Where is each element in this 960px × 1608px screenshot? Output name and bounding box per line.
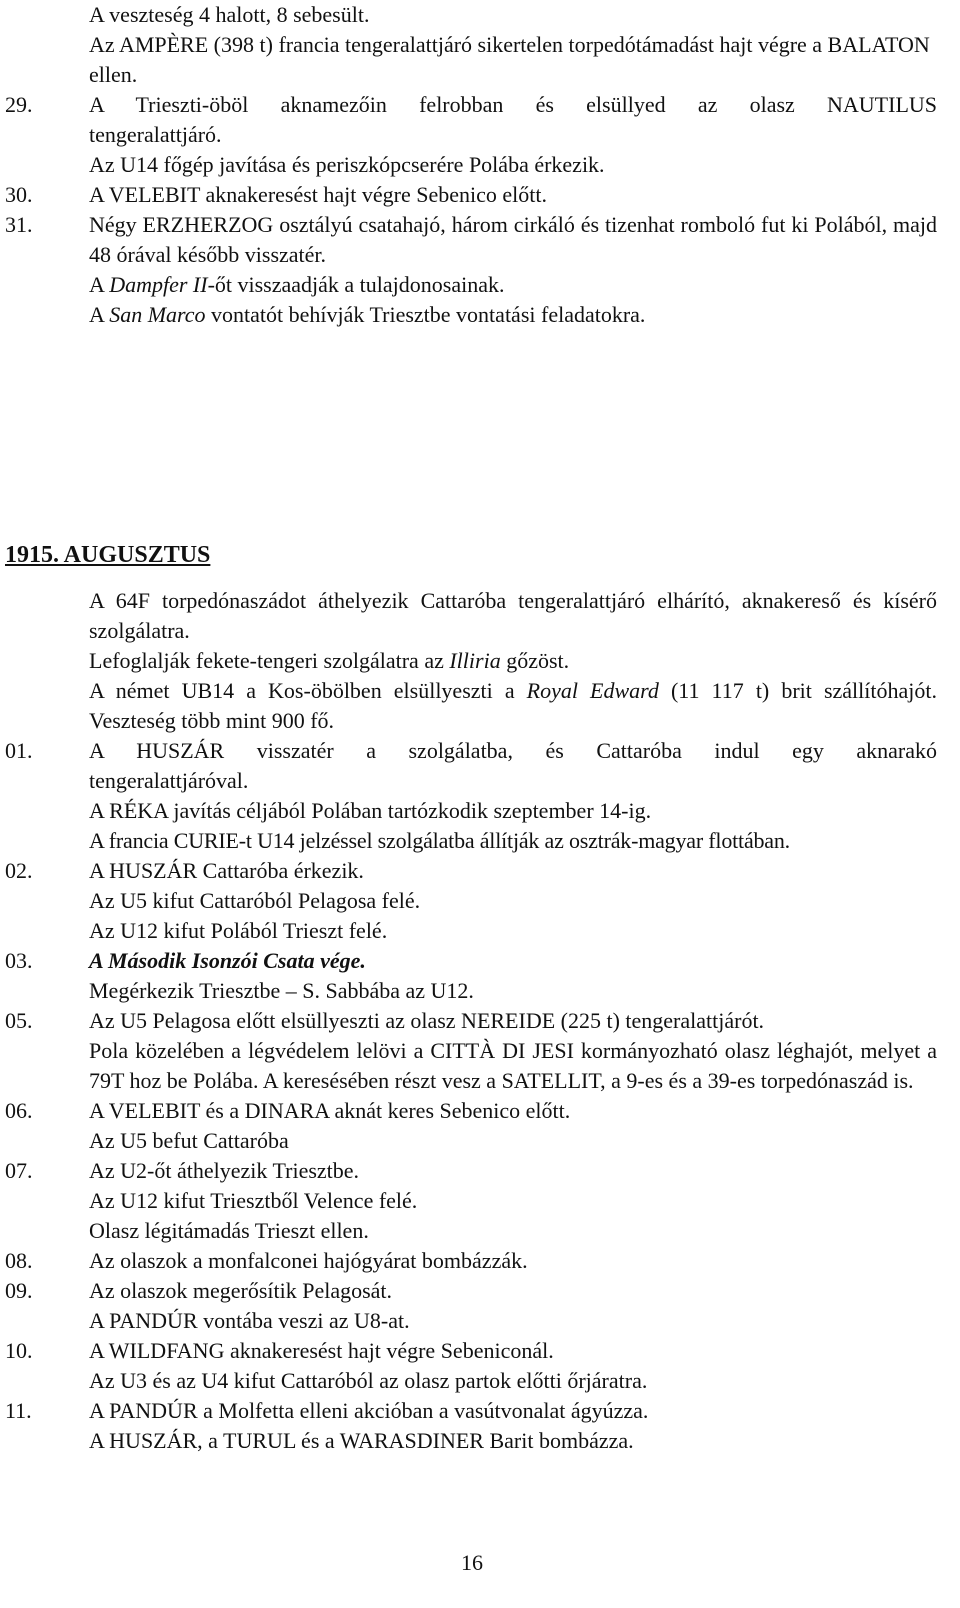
top-section xyxy=(5,0,937,330)
text-segment: (11 117 t) brit szállítóhajót. Veszteség több mint 900 fő. xyxy=(89,678,937,733)
list-item xyxy=(5,1216,937,1246)
list-item xyxy=(5,1126,937,1156)
entry-text-line: A HUSZÁR visszatér a szolgálatba, és Cattaróba indul egy aknarakó xyxy=(89,738,937,763)
list-item xyxy=(5,180,937,210)
entry-text: Az U5 Pelagosa előtt elsüllyeszti az olasz NEREIDE (225 t) tengeralattjárót. xyxy=(89,1008,765,1033)
list-item xyxy=(5,586,937,646)
entry-text: Az AMPÈRE (398 t) francia tengeralattjáró sikertelen torpedótámadást hajt végre a BALATON ellen. xyxy=(89,32,930,87)
entry-text: Megérkezik Triesztbe – S. Sabbába az U12. xyxy=(89,978,474,1003)
entry-text: A veszteség 4 halott, 8 sebesült. xyxy=(89,2,370,27)
ship-name: Dampfer II xyxy=(109,272,208,297)
list-item xyxy=(5,150,937,180)
text-segment: A xyxy=(89,302,110,327)
entry-text: Pola közelében a légvédelem lelövi a CITTÀ DI JESI kormányozható olasz léghajót, melyet a 79T hoz be Polába. A keresésében részt vesz a SATELLIT, a 9-es és a 39-es torpedónaszád is. xyxy=(89,1038,937,1093)
entry-text: Az U2-őt áthelyezik Triesztbe. xyxy=(89,1158,360,1183)
list-item xyxy=(5,1036,937,1096)
day-number: 02. xyxy=(5,858,33,883)
list-item xyxy=(5,916,937,946)
list-item xyxy=(5,1306,937,1336)
ship-name: Illiria xyxy=(449,648,501,673)
entry-text: A francia CURIE-t U14 jelzéssel szolgálatba állítják az osztrák-magyar flottában. xyxy=(89,828,790,853)
list-item xyxy=(5,270,937,300)
list-item xyxy=(5,1246,937,1276)
entry-text: Az U5 kifut Cattaróból Pelagosa felé. xyxy=(89,888,421,913)
text-segment: vontatót behívják Triesztbe vontatási feladatokra. xyxy=(205,302,646,327)
text-segment: -őt visszaadják a tulajdonosainak. xyxy=(207,272,505,297)
entry-text: A PANDÚR vontába veszi az U8-at. xyxy=(89,1308,410,1333)
entry-text: Az U12 kifut Triesztből Velence felé. xyxy=(89,1188,418,1213)
page-number: 16 xyxy=(461,1550,483,1575)
august-section xyxy=(5,586,937,1456)
entry-text-line: A Trieszti-öböl aknamezőin felrobban és elsüllyed az olasz NAUTILUS xyxy=(89,92,937,117)
day-number: 07. xyxy=(5,1158,33,1183)
list-item xyxy=(5,30,937,90)
day-number: 10. xyxy=(5,1338,33,1363)
entry-text: Olasz légitámadás Trieszt ellen. xyxy=(89,1218,369,1243)
text-segment: gőzöst. xyxy=(500,648,570,673)
list-item xyxy=(5,210,937,270)
day-number: 01. xyxy=(5,738,33,763)
entry-text xyxy=(89,676,937,736)
list-item xyxy=(5,300,937,330)
day-number: 09. xyxy=(5,1278,33,1303)
list-item xyxy=(5,1096,937,1126)
list-item xyxy=(5,1186,937,1216)
list-item xyxy=(5,1396,937,1426)
entry-text xyxy=(89,270,937,300)
entry-text xyxy=(89,90,937,150)
list-item xyxy=(5,826,937,856)
list-item xyxy=(5,1426,937,1456)
entry-text: A RÉKA javítás céljából Polában tartózkodik szeptember 14-ig. xyxy=(89,798,652,823)
list-item xyxy=(5,1366,937,1396)
day-number: 29. xyxy=(5,92,33,117)
day-number: 31. xyxy=(5,212,33,237)
entry-text: Az olaszok megerősítik Pelagosát. xyxy=(89,1278,393,1303)
list-item xyxy=(5,1276,937,1306)
list-item xyxy=(5,90,937,150)
day-number: 11. xyxy=(5,1398,32,1423)
entry-text-line: tengeralattjáróval. xyxy=(89,768,249,793)
entry-text: Az U5 befut Cattaróba xyxy=(89,1128,289,1153)
entry-text: A VELEBIT és a DINARA aknát keres Sebenico előtt. xyxy=(89,1098,571,1123)
entry-text: Az U3 és az U4 kifut Cattaróból az olasz partok előtti őrjáratra. xyxy=(89,1368,648,1393)
day-number: 08. xyxy=(5,1248,33,1273)
list-item xyxy=(5,886,937,916)
entry-text: A 64F torpedónaszádot áthelyezik Cattaróba tengeralattjáró elhárító, aknakereső és kísérő szolgálatra. xyxy=(89,588,937,643)
list-item xyxy=(5,1336,937,1366)
text-segment: A német UB14 a Kos-öbölben elsüllyeszti a xyxy=(89,678,527,703)
text-segment: A xyxy=(89,272,110,297)
day-number: 03. xyxy=(5,948,33,973)
entry-text: Az olaszok a monfalconei hajógyárat bombázzák. xyxy=(89,1248,528,1273)
entry-text: A PANDÚR a Molfetta elleni akcióban a vasútvonalat ágyúzza. xyxy=(89,1398,649,1423)
ship-name: San Marco xyxy=(109,302,206,327)
list-item xyxy=(5,976,937,1006)
text-segment: Lefoglalják fekete-tengeri szolgálatra az xyxy=(89,648,450,673)
list-item xyxy=(5,736,937,796)
entry-text-line: tengeralattjáró. xyxy=(89,122,222,147)
entry-text xyxy=(89,646,937,676)
entry-text: Az U14 főgép javítása és periszkópcserére Polába érkezik. xyxy=(89,152,605,177)
entry-text: A WILDFANG aknakeresést hajt végre Sebeniconál. xyxy=(89,1338,554,1363)
list-item xyxy=(5,676,937,736)
list-item xyxy=(5,856,937,886)
entry-text: A HUSZÁR Cattaróba érkezik. xyxy=(89,858,364,883)
entry-text: A Második Isonzói Csata vége. xyxy=(89,948,366,973)
day-number: 30. xyxy=(5,182,33,207)
entry-text: Négy ERZHERZOG osztályú csatahajó, három cirkáló és tizenhat romboló fut ki Polából, majd 48 órával később visszatér. xyxy=(89,212,937,267)
list-item xyxy=(5,796,937,826)
ship-name: Royal Edward xyxy=(526,678,659,703)
list-item xyxy=(5,946,937,976)
list-item xyxy=(5,1006,937,1036)
entry-text: A VELEBIT aknakeresést hajt végre Sebenico előtt. xyxy=(89,182,547,207)
day-number: 06. xyxy=(5,1098,33,1123)
entry-text: Az U12 kifut Polából Trieszt felé. xyxy=(89,918,388,943)
entry-text xyxy=(89,736,937,796)
day-number: 05. xyxy=(5,1008,33,1033)
list-item xyxy=(5,0,937,30)
section-heading: 1915. AUGUSZTUS xyxy=(5,542,211,568)
list-item xyxy=(5,1156,937,1186)
entry-text: A HUSZÁR, a TURUL és a WARASDINER Barit bombázza. xyxy=(89,1428,634,1453)
entry-text xyxy=(89,300,937,330)
list-item xyxy=(5,646,937,676)
